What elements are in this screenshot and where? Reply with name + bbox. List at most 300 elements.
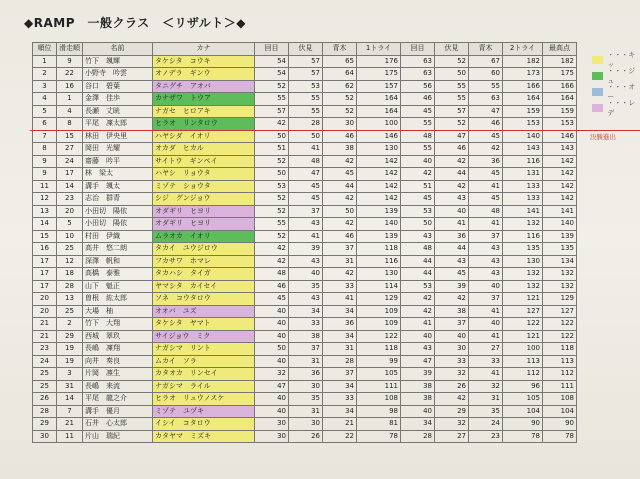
score-cell: 31 (323, 255, 357, 268)
results-body (33, 55, 577, 443)
score-cell: 127 (543, 305, 577, 318)
table-row (33, 368, 577, 381)
col-header: 伏見 (435, 43, 469, 56)
kana-cell: タカハシ タイガ (153, 268, 255, 281)
score-cell: 100 (357, 118, 401, 131)
kana-cell: ハヤシダ イオリ (153, 130, 255, 143)
score-cell: 55 (401, 143, 435, 156)
order-cell: 27 (57, 143, 83, 156)
score-cell: 41 (435, 218, 469, 231)
order-cell: 29 (57, 330, 83, 343)
score-cell: 52 (255, 230, 289, 243)
score-cell: 45 (401, 105, 435, 118)
table-row (33, 80, 577, 93)
score-cell: 29 (435, 405, 469, 418)
rank-cell: 1 (33, 55, 57, 68)
score-cell: 44 (435, 243, 469, 256)
score-cell: 42 (435, 180, 469, 193)
score-cell: 57 (289, 55, 323, 68)
order-cell: 31 (57, 380, 83, 393)
score-cell: 45 (435, 268, 469, 281)
col-header: 順位 (33, 43, 57, 56)
order-cell: 1 (57, 93, 83, 106)
score-cell: 141 (503, 205, 543, 218)
order-cell: 22 (57, 68, 83, 81)
order-cell: 5 (57, 218, 83, 231)
score-cell: 63 (401, 55, 435, 68)
name-cell: 齋藤 吟平 (83, 155, 153, 168)
table-row (33, 143, 577, 156)
score-cell: 55 (255, 93, 289, 106)
score-cell: 44 (401, 255, 435, 268)
score-cell: 116 (357, 255, 401, 268)
score-cell: 37 (435, 318, 469, 331)
score-cell: 133 (503, 193, 543, 206)
score-cell: 139 (543, 230, 577, 243)
score-cell: 105 (357, 368, 401, 381)
score-cell: 118 (357, 343, 401, 356)
score-cell: 32 (469, 380, 503, 393)
score-cell: 42 (435, 155, 469, 168)
score-cell: 46 (435, 143, 469, 156)
order-cell: 20 (57, 205, 83, 218)
name-cell: 岡田 光耀 (83, 143, 153, 156)
score-cell: 37 (469, 293, 503, 306)
order-cell: 19 (57, 355, 83, 368)
score-cell: 121 (503, 293, 543, 306)
score-cell: 28 (289, 118, 323, 131)
kana-cell: カナザワ トウア (153, 93, 255, 106)
order-cell: 8 (57, 118, 83, 131)
score-cell: 142 (543, 180, 577, 193)
score-cell: 37 (323, 243, 357, 256)
score-cell: 43 (401, 343, 435, 356)
score-cell: 45 (289, 193, 323, 206)
score-cell: 109 (357, 318, 401, 331)
order-cell: 11 (57, 430, 83, 443)
score-cell: 135 (503, 243, 543, 256)
score-cell: 37 (323, 368, 357, 381)
name-cell: 向井 奏良 (83, 355, 153, 368)
rank-cell: 8 (33, 143, 57, 156)
score-cell: 30 (289, 380, 323, 393)
score-cell: 42 (435, 293, 469, 306)
kana-cell: ハヤシ リョウタ (153, 168, 255, 181)
score-cell: 109 (357, 305, 401, 318)
score-cell: 38 (401, 380, 435, 393)
rank-cell: 12 (33, 193, 57, 206)
score-cell: 57 (255, 105, 289, 118)
score-cell: 52 (255, 193, 289, 206)
score-cell: 28 (323, 355, 357, 368)
name-cell: 竹下 颯輝 (83, 55, 153, 68)
table-row (33, 118, 577, 131)
score-cell: 52 (255, 205, 289, 218)
legend-label: ・・・レデ (607, 99, 636, 117)
score-cell: 40 (469, 318, 503, 331)
score-cell: 47 (401, 355, 435, 368)
score-cell: 53 (401, 280, 435, 293)
score-cell: 40 (289, 268, 323, 281)
score-cell: 62 (323, 80, 357, 93)
score-cell: 34 (323, 405, 357, 418)
score-cell: 44 (401, 268, 435, 281)
name-cell: 長嶋 凜翔 (83, 343, 153, 356)
score-cell: 129 (357, 293, 401, 306)
kana-cell: オダギリ ヒヨリ (153, 205, 255, 218)
score-cell: 113 (543, 355, 577, 368)
rank-cell: 17 (33, 255, 57, 268)
order-cell: 12 (57, 255, 83, 268)
score-cell: 42 (435, 393, 469, 406)
kana-cell: オオバ ユズ (153, 305, 255, 318)
score-cell: 153 (543, 118, 577, 131)
score-cell: 33 (289, 318, 323, 331)
score-cell: 65 (323, 55, 357, 68)
score-cell: 31 (323, 343, 357, 356)
score-cell: 113 (503, 355, 543, 368)
score-cell: 35 (469, 405, 503, 418)
score-cell: 130 (357, 143, 401, 156)
col-header: 回目 (401, 43, 435, 56)
score-cell: 140 (503, 130, 543, 143)
score-cell: 57 (435, 105, 469, 118)
table-row (33, 205, 577, 218)
order-cell: 19 (57, 343, 83, 356)
name-cell: 山下 魁正 (83, 280, 153, 293)
score-cell: 36 (323, 318, 357, 331)
kana-cell: タケシタ ヤマト (153, 318, 255, 331)
score-cell: 134 (543, 255, 577, 268)
score-cell: 142 (357, 168, 401, 181)
score-cell: 27 (469, 343, 503, 356)
score-cell: 36 (469, 155, 503, 168)
score-cell: 111 (357, 380, 401, 393)
score-cell: 26 (289, 430, 323, 443)
table-row (33, 293, 577, 306)
results-table (32, 42, 577, 443)
score-cell: 52 (255, 80, 289, 93)
score-cell: 78 (503, 430, 543, 443)
score-cell: 42 (323, 155, 357, 168)
score-cell: 164 (357, 105, 401, 118)
score-cell: 39 (435, 280, 469, 293)
score-cell: 116 (503, 230, 543, 243)
score-cell: 26 (435, 380, 469, 393)
score-cell: 121 (503, 330, 543, 343)
score-cell: 41 (469, 218, 503, 231)
score-cell: 55 (289, 93, 323, 106)
kana-cell: ヒラオ リュウノスケ (153, 393, 255, 406)
score-cell: 55 (435, 93, 469, 106)
score-cell: 31 (469, 393, 503, 406)
score-cell: 28 (401, 430, 435, 443)
order-cell: 16 (57, 80, 83, 93)
score-cell: 130 (357, 268, 401, 281)
order-cell: 21 (57, 418, 83, 431)
table-row (33, 430, 577, 443)
name-cell: 深澤 帆和 (83, 255, 153, 268)
score-cell: 56 (401, 80, 435, 93)
score-cell: 164 (543, 93, 577, 106)
rank-cell: 26 (33, 393, 57, 406)
score-cell: 164 (357, 93, 401, 106)
table-row (33, 343, 577, 356)
score-cell: 127 (503, 305, 543, 318)
name-cell: 村田 伊織 (83, 230, 153, 243)
score-cell: 122 (543, 318, 577, 331)
table-row (33, 55, 577, 68)
score-cell: 41 (469, 330, 503, 343)
score-cell: 34 (323, 305, 357, 318)
score-cell: 45 (469, 130, 503, 143)
col-header: 最高点 (543, 43, 577, 56)
kana-cell: オダギリ ヒヨリ (153, 218, 255, 231)
score-cell: 166 (503, 80, 543, 93)
score-cell: 31 (289, 405, 323, 418)
table-row (33, 355, 577, 368)
score-cell: 41 (469, 368, 503, 381)
score-cell: 50 (255, 168, 289, 181)
score-cell: 50 (401, 218, 435, 231)
name-cell: 平尾 龍之介 (83, 393, 153, 406)
score-cell: 45 (255, 293, 289, 306)
rank-cell: 30 (33, 430, 57, 443)
score-cell: 52 (435, 118, 469, 131)
score-cell: 122 (357, 330, 401, 343)
name-cell: 平尾 凜太郎 (83, 118, 153, 131)
score-cell: 132 (503, 280, 543, 293)
order-cell: 4 (57, 105, 83, 118)
score-cell: 159 (503, 105, 543, 118)
score-cell: 46 (469, 118, 503, 131)
score-cell: 42 (255, 255, 289, 268)
name-cell: 溝手 颯太 (83, 180, 153, 193)
score-cell: 46 (401, 93, 435, 106)
kana-cell: ヒラオ リンタロウ (153, 118, 255, 131)
score-cell: 141 (543, 205, 577, 218)
rank-cell: 17 (33, 268, 57, 281)
score-cell: 114 (357, 280, 401, 293)
table-row (33, 305, 577, 318)
score-cell: 22 (323, 430, 357, 443)
table-row (33, 330, 577, 343)
score-cell: 47 (255, 380, 289, 393)
order-cell: 17 (57, 168, 83, 181)
rank-cell: 25 (33, 368, 57, 381)
score-cell: 42 (323, 268, 357, 281)
score-cell: 46 (323, 230, 357, 243)
rank-cell: 28 (33, 405, 57, 418)
score-cell: 33 (435, 355, 469, 368)
score-cell: 153 (503, 118, 543, 131)
score-cell: 53 (289, 80, 323, 93)
score-cell: 142 (543, 193, 577, 206)
score-cell: 182 (503, 55, 543, 68)
name-cell: 高橋 泰雅 (83, 268, 153, 281)
score-cell: 45 (289, 180, 323, 193)
score-cell: 34 (323, 380, 357, 393)
score-cell: 50 (255, 343, 289, 356)
score-cell: 81 (357, 418, 401, 431)
kana-cell: ミゾテ ショウタ (153, 180, 255, 193)
kana-cell: タニグチ アオバ (153, 80, 255, 93)
kana-cell: オノデラ ギンウ (153, 68, 255, 81)
table-row (33, 130, 577, 143)
score-cell: 146 (543, 130, 577, 143)
score-cell: 44 (435, 168, 469, 181)
kana-cell: ミゾテ ユヅキ (153, 405, 255, 418)
cutoff-line (30, 130, 640, 131)
score-cell: 40 (435, 205, 469, 218)
score-cell: 164 (503, 93, 543, 106)
score-cell: 23 (469, 430, 503, 443)
score-cell: 133 (503, 180, 543, 193)
order-cell: 14 (57, 393, 83, 406)
rank-cell: 9 (33, 168, 57, 181)
score-cell: 34 (401, 418, 435, 431)
name-cell: 溝手 優月 (83, 405, 153, 418)
score-cell: 143 (543, 143, 577, 156)
score-cell: 30 (255, 430, 289, 443)
table-row (33, 230, 577, 243)
name-cell: 片山 瑞紀 (83, 430, 153, 443)
score-cell: 90 (503, 418, 543, 431)
score-cell: 139 (357, 205, 401, 218)
order-cell: 10 (57, 230, 83, 243)
score-cell: 30 (323, 118, 357, 131)
score-cell: 122 (503, 318, 543, 331)
score-cell: 57 (289, 68, 323, 81)
score-cell: 38 (323, 143, 357, 156)
col-header: 1トライ (357, 43, 401, 56)
score-cell: 98 (357, 405, 401, 418)
legend (592, 52, 640, 116)
order-cell: 3 (57, 368, 83, 381)
score-cell: 52 (323, 105, 357, 118)
score-cell: 99 (357, 355, 401, 368)
score-cell: 46 (255, 280, 289, 293)
table-row (33, 168, 577, 181)
score-cell: 55 (435, 80, 469, 93)
score-cell: 55 (469, 80, 503, 93)
score-cell: 43 (289, 255, 323, 268)
kana-cell: シジ グンジョウ (153, 193, 255, 206)
score-cell: 30 (255, 418, 289, 431)
score-cell: 50 (323, 205, 357, 218)
col-header: 伏見 (289, 43, 323, 56)
legend-swatch (592, 72, 603, 80)
score-cell: 67 (469, 55, 503, 68)
score-cell: 51 (401, 180, 435, 193)
score-cell: 50 (435, 68, 469, 81)
score-cell: 51 (255, 143, 289, 156)
score-cell: 104 (503, 405, 543, 418)
name-cell: 長瀬 丈晄 (83, 105, 153, 118)
score-cell: 42 (469, 143, 503, 156)
rank-cell: 29 (33, 418, 57, 431)
score-cell: 142 (543, 168, 577, 181)
score-cell: 42 (323, 218, 357, 231)
score-cell: 47 (289, 168, 323, 181)
score-cell: 27 (435, 430, 469, 443)
score-cell: 41 (289, 143, 323, 156)
score-cell: 24 (469, 418, 503, 431)
order-cell: 25 (57, 243, 83, 256)
score-cell: 33 (323, 280, 357, 293)
score-cell: 130 (503, 255, 543, 268)
order-cell: 25 (57, 305, 83, 318)
order-cell: 24 (57, 155, 83, 168)
score-cell: 159 (543, 105, 577, 118)
legend-label: ・・・ジュ (607, 67, 636, 85)
score-cell: 41 (469, 305, 503, 318)
score-cell: 40 (255, 305, 289, 318)
legend-swatch (592, 104, 603, 112)
score-cell: 108 (543, 393, 577, 406)
score-cell: 40 (469, 280, 503, 293)
score-cell: 176 (357, 55, 401, 68)
score-cell: 132 (543, 268, 577, 281)
rank-cell: 2 (33, 68, 57, 81)
legend-swatch (592, 88, 603, 96)
score-cell: 48 (289, 155, 323, 168)
score-cell: 38 (289, 330, 323, 343)
rank-cell: 3 (33, 80, 57, 93)
score-cell: 41 (289, 230, 323, 243)
kana-cell: カタヤマ ミズキ (153, 430, 255, 443)
name-cell: 石井 心太郎 (83, 418, 153, 431)
score-cell: 46 (323, 130, 357, 143)
score-cell: 60 (469, 68, 503, 81)
table-row (33, 105, 577, 118)
score-cell: 104 (543, 405, 577, 418)
score-cell: 54 (255, 55, 289, 68)
score-cell: 42 (401, 168, 435, 181)
score-cell: 166 (543, 80, 577, 93)
score-cell: 142 (357, 180, 401, 193)
order-cell: 7 (57, 405, 83, 418)
score-cell: 182 (543, 55, 577, 68)
score-cell: 47 (435, 130, 469, 143)
score-cell: 42 (323, 193, 357, 206)
order-cell: 14 (57, 180, 83, 193)
order-cell: 2 (57, 318, 83, 331)
order-cell: 13 (57, 293, 83, 306)
score-cell: 64 (323, 68, 357, 81)
score-cell: 32 (435, 368, 469, 381)
score-cell: 55 (289, 105, 323, 118)
rank-cell: 21 (33, 318, 57, 331)
name-cell: 林田 伊央里 (83, 130, 153, 143)
name-cell: 小野寺 吟雲 (83, 68, 153, 81)
score-cell: 175 (543, 68, 577, 81)
score-cell: 40 (255, 405, 289, 418)
legend-label: ・・・キッ (607, 51, 636, 69)
score-cell: 142 (543, 155, 577, 168)
order-cell: 9 (57, 55, 83, 68)
score-cell: 131 (503, 168, 543, 181)
score-cell: 40 (401, 405, 435, 418)
table-row (33, 243, 577, 256)
score-cell: 135 (543, 243, 577, 256)
table-row (33, 268, 577, 281)
rank-cell: 9 (33, 155, 57, 168)
score-cell: 35 (289, 280, 323, 293)
kana-cell: イシイ コタロウ (153, 418, 255, 431)
score-cell: 42 (401, 293, 435, 306)
score-cell: 142 (357, 155, 401, 168)
